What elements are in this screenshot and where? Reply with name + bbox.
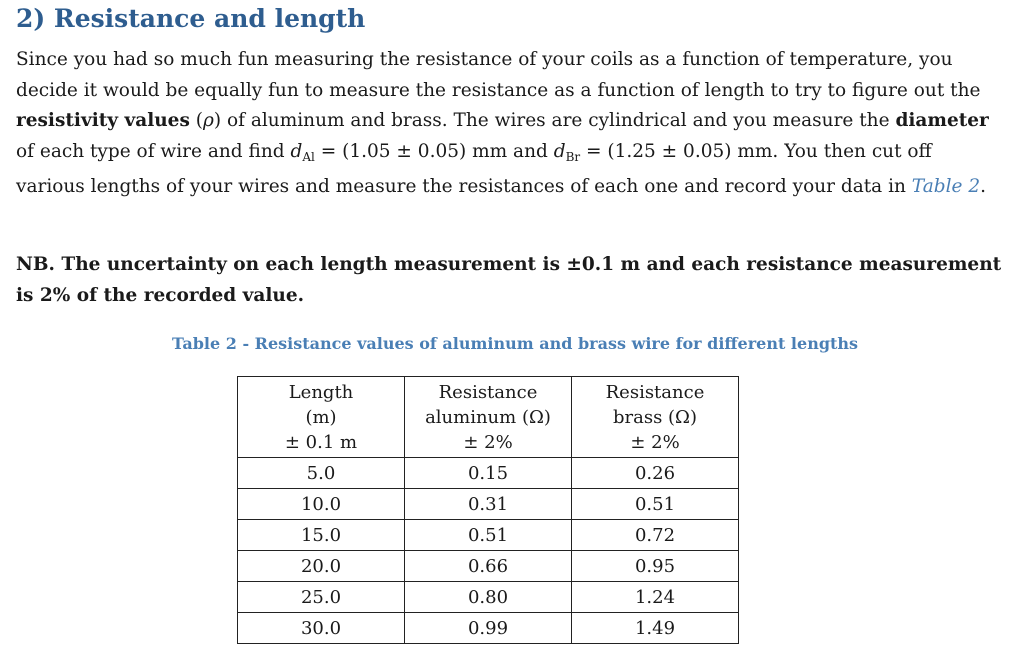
para-text: = (1.25 ± 0.05) mm. You then cut off various lengths of your wires and measure the resistances of each one and record your data in — [16, 140, 932, 197]
cell-brass: 1.24 — [572, 582, 739, 613]
cell-length: 5.0 — [238, 458, 405, 489]
table-row — [238, 613, 739, 644]
d-al-symbol: $d_{Al}$ — [290, 140, 315, 164]
header-resistance-brass: Resistance brass (Ω) ± 2% — [572, 377, 739, 458]
table-row — [238, 520, 739, 551]
cell-length: 15.0 — [238, 520, 405, 551]
cell-aluminum: 0.51 — [405, 520, 572, 551]
header-resistance-aluminum: Resistance aluminum (Ω) ± 2% — [405, 377, 572, 458]
para-text: ) of aluminum and brass. The wires are cylindrical and you measure the — [213, 110, 896, 131]
cell-brass: 0.51 — [572, 489, 739, 520]
cell-length: 10.0 — [238, 489, 405, 520]
table-header-row — [238, 377, 739, 458]
cell-brass: 0.72 — [572, 520, 739, 551]
cell-aluminum: 0.66 — [405, 551, 572, 582]
table-caption: Table 2 - Resistance values of aluminum and brass wire for different lengths — [172, 334, 859, 353]
resistance-table — [237, 376, 739, 644]
cell-length: 30.0 — [238, 613, 405, 644]
cell-aluminum: 0.15 — [405, 458, 572, 489]
rho-symbol: ρ — [202, 110, 214, 131]
resistivity-bold: resistivity values — [16, 110, 190, 131]
table-row — [238, 582, 739, 613]
cell-length: 20.0 — [238, 551, 405, 582]
section-heading: 2) Resistance and length — [16, 4, 366, 33]
table-reference-link[interactable]: Table 2 — [911, 176, 981, 197]
para-text: of each type of wire and find — [16, 140, 291, 162]
cell-aluminum: 0.80 — [405, 582, 572, 613]
d-br-symbol: $d_{Br}$ — [553, 140, 581, 164]
para-text: = (1.05 ± 0.05) mm and — [314, 140, 554, 162]
cell-aluminum: 0.31 — [405, 489, 572, 520]
table-row — [238, 551, 739, 582]
cell-length: 25.0 — [238, 582, 405, 613]
problem-paragraph — [16, 45, 1006, 203]
para-text: Since you had so much fun measuring the resistance of your coils as a function of temperature, you decide it would be equally fun to measure the resistance as a function of length to try to figure out the — [16, 49, 981, 101]
table-row — [238, 489, 739, 520]
cell-aluminum: 0.99 — [405, 613, 572, 644]
para-text: . — [980, 176, 986, 197]
table-row — [238, 458, 739, 489]
diameter-bold: diameter — [895, 110, 989, 131]
para-text: ( — [189, 110, 203, 131]
uncertainty-note: NB. The uncertainty on each length measurement is ±0.1 m and each resistance measurement is 2% of the recorded value. — [16, 254, 1002, 306]
cell-brass: 0.26 — [572, 458, 739, 489]
cell-brass: 0.95 — [572, 551, 739, 582]
cell-brass: 1.49 — [572, 613, 739, 644]
header-length: Length (m) ± 0.1 m — [238, 377, 405, 458]
